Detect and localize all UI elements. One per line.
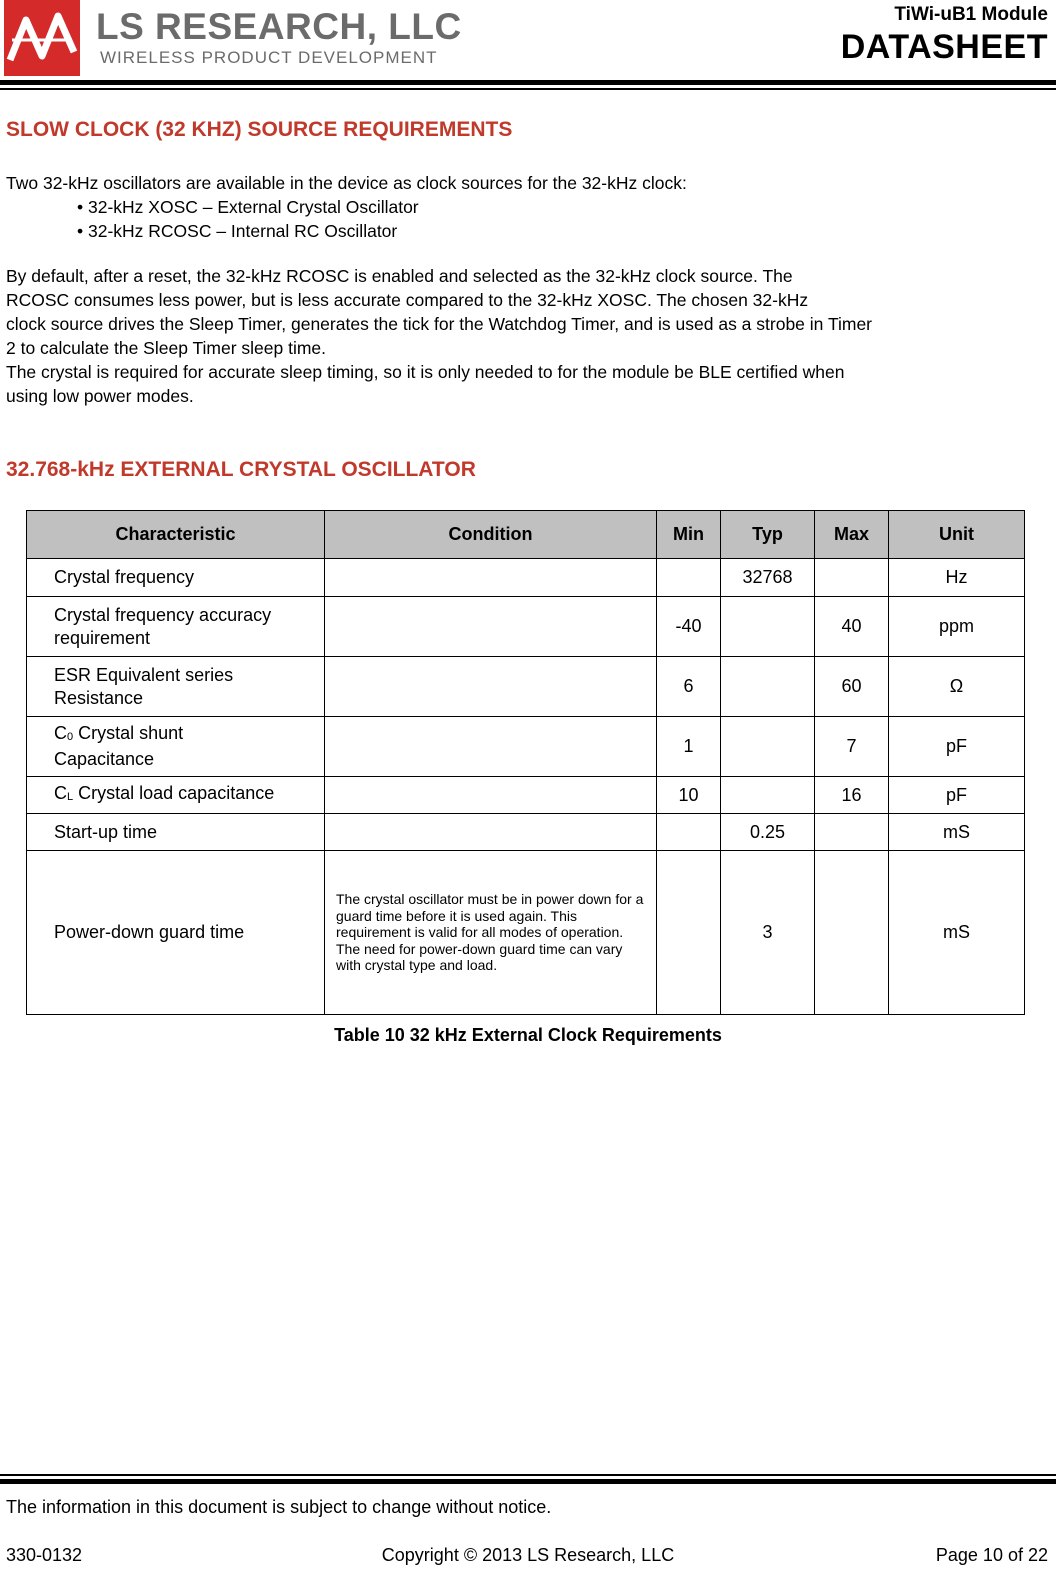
column-header: Typ <box>721 511 815 559</box>
max-cell <box>815 851 889 1015</box>
characteristic-cell: Power-down guard time <box>27 851 325 1015</box>
footer-page-number: Page 10 of 22 <box>935 1545 1048 1565</box>
max-cell <box>815 559 889 597</box>
body-paragraph <box>6 264 872 408</box>
table-caption: Table 10 32 kHz External Clock Requirements <box>334 1025 722 1045</box>
characteristic-cell: $C_0$ Crystal shunt Capacitance <box>27 717 325 777</box>
footer-divider-thin <box>0 1474 1056 1476</box>
unit-cell: ppm <box>889 597 1025 657</box>
min-cell: 6 <box>657 657 721 717</box>
document-type: DATASHEET <box>840 28 1048 66</box>
table-row <box>27 717 1025 777</box>
table-row <box>27 559 1025 597</box>
max-cell: 60 <box>815 657 889 717</box>
table-row <box>27 814 1025 851</box>
paragraph-line: The crystal is required for accurate sleep timing, so it is only needed to for the module be BLE certified when <box>6 362 845 382</box>
table-row <box>27 777 1025 814</box>
unit-cell: mS <box>889 814 1025 851</box>
header-divider <box>0 80 1056 85</box>
list-item: • 32-kHz RCOSC – Internal RC Oscillator <box>77 221 398 241</box>
footer-doc-number: 330-0132 <box>6 1545 83 1565</box>
min-cell: 1 <box>657 717 721 777</box>
condition-cell <box>325 717 657 777</box>
min-cell: 10 <box>657 777 721 814</box>
condition-cell <box>325 597 657 657</box>
condition-cell: The crystal oscillator must be in power down for a guard time before it is used again. This requirement is valid for all modes of operation. The need for power-down guard time can vary with crystal type and load. <box>325 851 657 1015</box>
table-row <box>27 657 1025 717</box>
typ-cell: 32768 <box>721 559 815 597</box>
characteristic-cell: Start-up time <box>27 814 325 851</box>
typ-cell <box>721 777 815 814</box>
column-header: Characteristic <box>27 511 325 559</box>
footer-divider <box>0 1479 1056 1484</box>
characteristic-cell: Crystal frequency accuracy requirement <box>27 597 325 657</box>
table-header-row <box>27 511 1025 559</box>
crystal-spec-table <box>26 510 1025 1015</box>
unit-cell: pF <box>889 777 1025 814</box>
unit-cell: Hz <box>889 559 1025 597</box>
header-divider-thin <box>0 88 1056 90</box>
paragraph-line: using low power modes. <box>6 386 194 406</box>
section-heading-crystal-oscillator: 32.768-kHz EXTERNAL CRYSTAL OSCILLATOR <box>6 458 476 481</box>
table-row <box>27 597 1025 657</box>
footer-copyright: Copyright © 2013 LS Research, LLC <box>381 1545 675 1565</box>
column-header: Min <box>657 511 721 559</box>
paragraph-line: By default, after a reset, the 32-kHz RCOSC is enabled and selected as the 32-kHz clock source. The <box>6 266 793 286</box>
characteristic-cell: ESR Equivalent series Resistance <box>27 657 325 717</box>
unit-cell: pF <box>889 717 1025 777</box>
unit-cell: mS <box>889 851 1025 1015</box>
min-cell: -40 <box>657 597 721 657</box>
company-name: LS RESEARCH, LLC <box>96 6 462 47</box>
typ-cell <box>721 657 815 717</box>
min-cell <box>657 814 721 851</box>
section-heading-slow-clock: SLOW CLOCK (32 KHZ) SOURCE REQUIREMENTS <box>6 118 513 141</box>
condition-cell <box>325 657 657 717</box>
column-header: Max <box>815 511 889 559</box>
condition-cell <box>325 559 657 597</box>
condition-cell <box>325 777 657 814</box>
table-row <box>27 851 1025 1015</box>
typ-cell: 0.25 <box>721 814 815 851</box>
min-cell <box>657 559 721 597</box>
list-item: • 32-kHz XOSC – External Crystal Oscillator <box>77 197 419 217</box>
max-cell: 40 <box>815 597 889 657</box>
module-name: TiWi-uB1 Module <box>894 4 1048 25</box>
paragraph-line: clock source drives the Sleep Timer, generates the tick for the Watchdog Timer, and is used as a strobe in Timer <box>6 314 873 334</box>
characteristic-cell: Crystal frequency <box>27 559 325 597</box>
min-cell <box>657 851 721 1015</box>
logo-mark-icon <box>4 0 80 76</box>
typ-cell <box>721 597 815 657</box>
company-logo <box>4 0 80 76</box>
max-cell: 16 <box>815 777 889 814</box>
column-header: Unit <box>889 511 1025 559</box>
max-cell <box>815 814 889 851</box>
condition-cell <box>325 814 657 851</box>
paragraph-line: 2 to calculate the Sleep Timer sleep time. <box>6 338 327 358</box>
typ-cell <box>721 717 815 777</box>
column-header: Condition <box>325 511 657 559</box>
company-tagline: WIRELESS PRODUCT DEVELOPMENT <box>100 48 438 67</box>
typ-cell: 3 <box>721 851 815 1015</box>
oscillator-list <box>77 195 419 243</box>
unit-cell: Ω <box>889 657 1025 717</box>
max-cell: 7 <box>815 717 889 777</box>
footer-notice: The information in this document is subject to change without notice. <box>6 1497 552 1517</box>
intro-paragraph: Two 32-kHz oscillators are available in the device as clock sources for the 32-kHz clock: <box>6 173 687 193</box>
paragraph-line: RCOSC consumes less power, but is less accurate compared to the 32-kHz XOSC. The chosen 32-kHz <box>6 290 809 310</box>
characteristic-cell: $C_L$ Crystal load capacitance <box>27 777 325 814</box>
